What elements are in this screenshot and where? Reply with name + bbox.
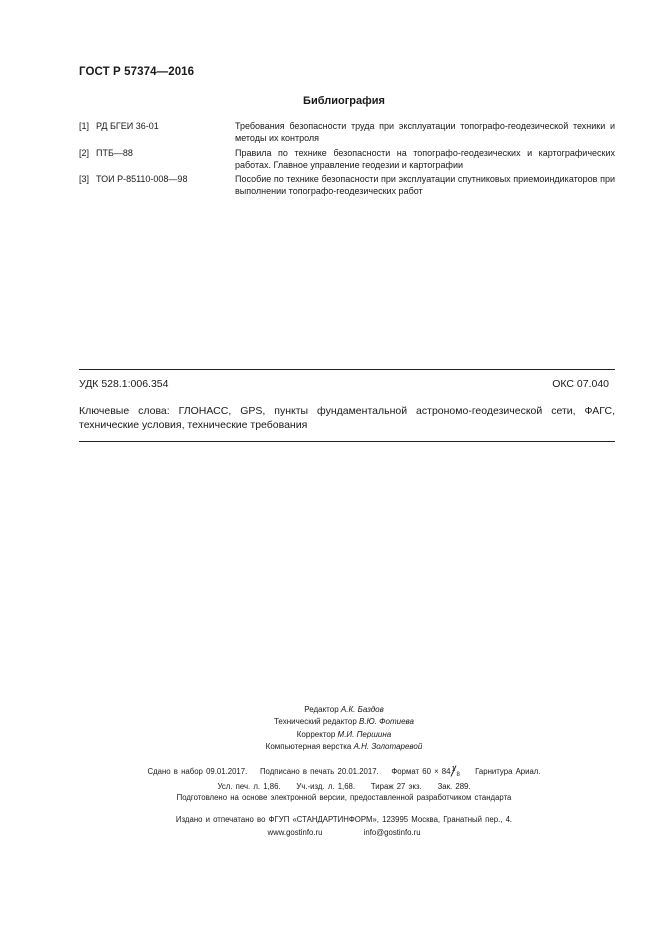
document-code: ГОСТ Р 57374—2016 <box>79 66 195 78</box>
credit-name: А.Н. Золотаревой <box>353 742 423 751</box>
imprint-line-2: Усл. печ. л. 1,86. Уч.-изд. л. 1,68. Тираж 27 экз. Зак. 289. <box>217 782 471 791</box>
publisher-contacts <box>0 827 661 838</box>
publisher-email-link[interactable]: info@gostinfo.ru <box>363 828 421 837</box>
credit-name: М.И. Першина <box>337 730 392 739</box>
credit-role: Технический редактор <box>273 717 357 726</box>
imprint-typeface: Гарнитура Ариал. <box>475 767 541 776</box>
imprint-line-3: Подготовлено на основе электронной версии, предоставленной разработчиком стандарта <box>176 793 512 802</box>
credit-proofreader <box>0 729 661 740</box>
imprint-typeset-date: Сдано в набор 09.01.2017. <box>147 767 248 776</box>
bibliography-item-code: ПТБ—88 <box>96 148 133 158</box>
bibliography-title: Библиография <box>303 95 385 107</box>
bibliography-item-text: Пособие по технике безопасности при эксплуатации спутниковых приемоиндикаторов при выполнении топографо-геодезических работ <box>235 174 615 196</box>
credit-tech-editor <box>0 716 661 727</box>
credit-role: Корректор <box>296 730 336 739</box>
bibliography-item <box>79 174 619 198</box>
bibliography-item <box>79 121 619 145</box>
credit-name: В.Ю. Фотиева <box>359 717 415 726</box>
bibliography-item-number: [3] <box>79 174 90 184</box>
credit-name: А.К. Баздов <box>340 705 384 714</box>
oks-code: ОКС 07.040 <box>552 378 609 390</box>
bibliography-item-code: ТОИ Р-85110-008—98 <box>96 174 188 184</box>
divider-bottom <box>79 441 615 442</box>
keywords: Ключевые слова: ГЛОНАСС, GPS, пункты фундаментальной астрономо-геодезической сети, ФАГС, технические условия, технические требования <box>79 405 615 431</box>
bibliography-item-text: Требования безопасности труда при эксплуатации топографо-геодезической техники и методы их контроля <box>235 121 615 143</box>
publisher-site-link[interactable]: www.gostinfo.ru <box>267 828 323 837</box>
udk-code: УДК 528.1:006.354 <box>79 378 169 390</box>
bibliography-item-number: [2] <box>79 148 90 158</box>
imprint-print-date: Подписано в печать 20.01.2017. <box>259 767 379 776</box>
bibliography-item-text: Правила по технике безопасности на топографо-геодезических и картографических работах. Главное управление геодезии и картографии <box>235 148 615 170</box>
imprint-format: Формат 60 × 84 <box>391 767 451 776</box>
bibliography-item <box>79 148 619 172</box>
publisher-info: Издано и отпечатано во ФГУП «СТАНДАРТИНФОРМ», 123995 Москва, Гранатный пер., 4. <box>175 815 513 824</box>
credit-role: Редактор <box>304 705 339 714</box>
credit-editor <box>0 704 661 715</box>
bibliography-item-number: [1] <box>79 121 90 131</box>
format-fraction <box>450 767 462 777</box>
credit-role: Компьютерная верстка <box>265 742 352 751</box>
imprint-line-1 <box>0 766 661 777</box>
divider-top <box>79 369 615 370</box>
format-fraction-denominator: 8 <box>456 771 460 778</box>
bibliography-item-code: РД БГЕИ 36-01 <box>96 121 159 131</box>
credit-layout <box>0 741 661 752</box>
